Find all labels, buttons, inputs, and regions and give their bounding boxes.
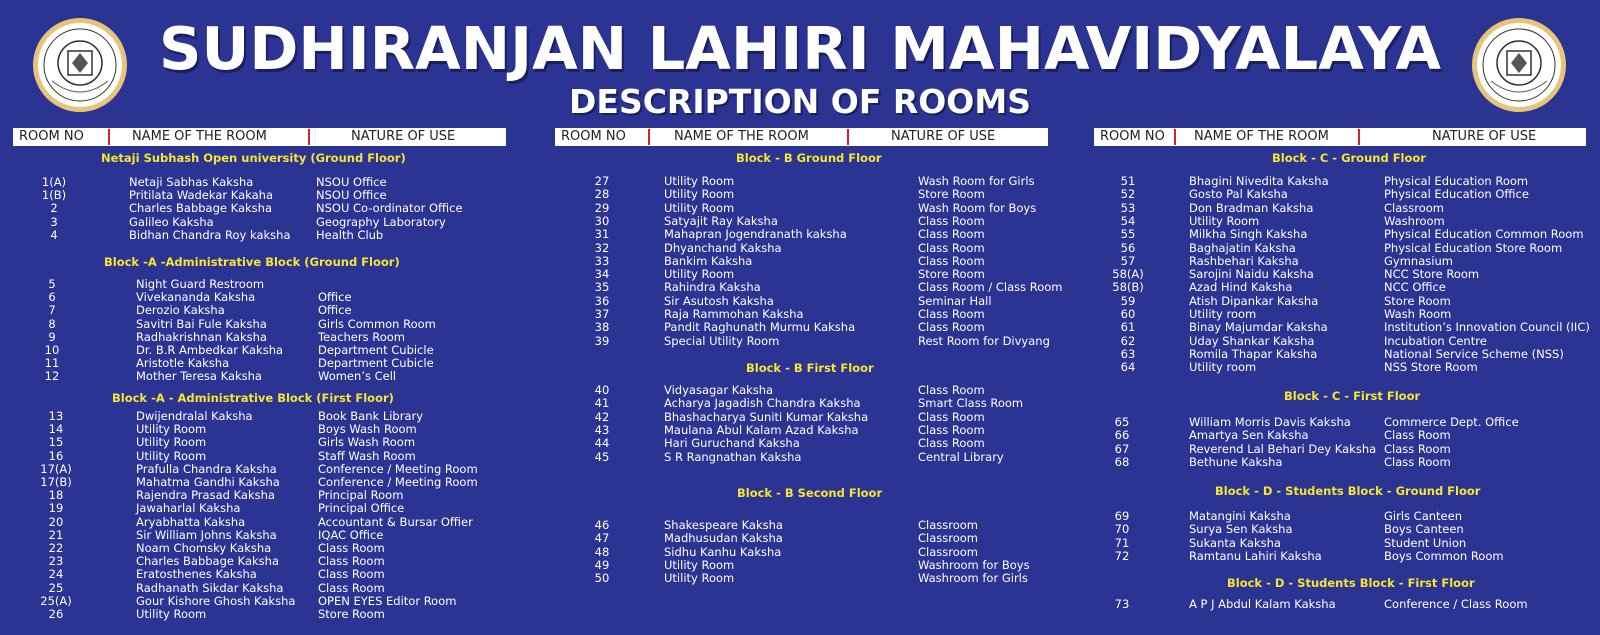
room-number: 1(A) xyxy=(41,175,67,189)
room-use: NSOU Office xyxy=(316,188,387,203)
header-room-no: ROOM NO xyxy=(1100,129,1165,144)
header-separator xyxy=(308,129,310,145)
room-use: Principal Office xyxy=(318,501,405,516)
room-number: 44 xyxy=(594,436,610,451)
room-name: Night Guard Restroom xyxy=(136,277,265,291)
room-number: 17(A) xyxy=(40,461,72,476)
section-title: Block - C - Ground Floor xyxy=(1272,151,1426,165)
room-name: Radhakrishnan Kaksha xyxy=(136,329,267,344)
room-name: Don Bradman Kaksha xyxy=(1189,200,1314,215)
room-name: Utility Room xyxy=(664,187,735,202)
section-title: Block - C - First Floor xyxy=(1284,389,1421,403)
room-number: 3 xyxy=(50,214,58,229)
room-number: 41 xyxy=(594,396,610,411)
header-separator xyxy=(1358,129,1360,145)
room-number: 19 xyxy=(48,501,64,516)
room-name: Reverend Lal Behari Dey Kaksha xyxy=(1189,441,1377,456)
room-name: Utility Room xyxy=(664,557,735,572)
room-use: Washroom xyxy=(1384,213,1445,228)
room-name: Sir Asutosh Kaksha xyxy=(664,293,774,308)
room-name: Pritilata Wadekar Kakaha xyxy=(129,188,273,203)
room-use: Health Club xyxy=(316,227,384,242)
room-name: Bhashacharya Suniti Kumar Kaksha xyxy=(664,409,869,424)
room-use: Class Room xyxy=(318,541,385,555)
room-use: Girls Common Room xyxy=(318,316,436,331)
room-name: Satyajit Ray Kaksha xyxy=(664,213,778,228)
room-use: Wash Room for Boys xyxy=(918,200,1037,215)
room-name: Hari Guruchand Kaksha xyxy=(664,436,800,451)
header-bar-2 xyxy=(555,128,1048,146)
room-number: 34 xyxy=(594,267,610,282)
room-name: Surya Sen Kaksha xyxy=(1189,522,1293,537)
room-name: Utility Room xyxy=(1189,213,1260,228)
room-number: 17(B) xyxy=(40,475,72,489)
room-number: 55 xyxy=(1120,227,1136,242)
room-use: Seminar Hall xyxy=(918,293,992,308)
room-number: 8 xyxy=(48,316,56,331)
room-use: Class Room xyxy=(918,213,985,228)
room-number: 49 xyxy=(594,557,610,572)
room-number: 48 xyxy=(594,544,610,559)
room-name: William Morris Davis Kaksha xyxy=(1189,415,1351,429)
room-use: Central Library xyxy=(918,449,1004,464)
header-name: NAME OF THE ROOM xyxy=(1194,129,1329,144)
room-use: Conference / Class Room xyxy=(1384,597,1528,611)
room-name: A P J Abdul Kalam Kaksha xyxy=(1189,597,1336,611)
section-title: Block - B First Floor xyxy=(746,361,874,375)
room-name: Utility room xyxy=(1189,307,1257,321)
room-use: Teachers Room xyxy=(318,329,406,344)
room-use: Class Room xyxy=(318,567,385,582)
room-name: Dr. B.R Ambedkar Kaksha xyxy=(136,343,284,357)
header-separator xyxy=(1174,129,1176,145)
room-use: Girls Canteen xyxy=(1384,509,1462,523)
section-title: Block - D - Students Block - Ground Floor xyxy=(1215,484,1481,498)
header-separator xyxy=(648,129,650,145)
room-number: 47 xyxy=(594,531,610,546)
page-subtitle: DESCRIPTION OF ROOMS xyxy=(569,82,1031,121)
room-name: Shakespeare Kaksha xyxy=(664,518,783,532)
room-number: 26 xyxy=(48,607,64,621)
room-name: Utility Room xyxy=(664,200,735,215)
room-name: Dwijendralal Kaksha xyxy=(136,409,253,423)
room-use: Commerce Dept. Office xyxy=(1384,415,1519,429)
room-use: Washroom for Girls xyxy=(918,571,1028,586)
room-use: OPEN EYES Editor Room xyxy=(318,593,457,608)
room-use: Geography Laboratory xyxy=(316,214,446,229)
room-name: Aristotle Kaksha xyxy=(136,356,230,371)
room-number: 6 xyxy=(48,290,56,305)
room-use: Department Cubicle xyxy=(318,356,434,371)
room-name: Romila Thapar Kaksha xyxy=(1189,346,1318,361)
header-bar-1 xyxy=(13,128,506,146)
room-name: Special Utility Room xyxy=(664,333,780,348)
room-number: 56 xyxy=(1120,240,1136,255)
room-number: 39 xyxy=(594,333,610,348)
room-number: 60 xyxy=(1120,307,1136,321)
room-name: Bankim Kaksha xyxy=(664,253,753,268)
room-number: 66 xyxy=(1114,428,1130,443)
room-name: Atish Dipankar Kaksha xyxy=(1189,293,1319,308)
room-use: Class Room xyxy=(918,422,985,437)
room-number: 2 xyxy=(50,201,58,216)
room-use: Class Room xyxy=(318,580,385,595)
room-number: 14 xyxy=(48,422,64,437)
header-separator xyxy=(108,129,110,145)
room-use: Physical Education Office xyxy=(1384,187,1529,202)
room-number: 36 xyxy=(594,293,610,308)
room-name: Dhyanchand Kaksha xyxy=(664,240,782,255)
room-number: 23 xyxy=(48,554,64,569)
room-name: Baghajatin Kaksha xyxy=(1189,240,1296,255)
room-use: Store Room xyxy=(918,267,985,282)
page-title: SUDHIRANJAN LAHIRI MAHAVIDYALAYA xyxy=(158,14,1441,83)
room-name: Charles Babbage Kaksha xyxy=(136,554,279,569)
room-number: 64 xyxy=(1120,360,1136,375)
room-number: 72 xyxy=(1114,548,1130,563)
room-name: Galileo Kaksha xyxy=(129,214,214,229)
room-use: National Service Scheme (NSS) xyxy=(1384,346,1564,361)
room-use: Classroom xyxy=(918,531,979,546)
room-name: Sir William Johns Kaksha xyxy=(136,527,277,542)
room-name: Utility Room xyxy=(664,174,735,188)
room-name: Gour Kishore Ghosh Kaksha xyxy=(136,593,296,608)
room-use: Boys Common Room xyxy=(1384,548,1504,563)
room-name: Rahindra Kaksha xyxy=(664,280,761,295)
room-name: Pandit Raghunath Murmu Kaksha xyxy=(664,320,856,335)
header-room-no: ROOM NO xyxy=(561,129,626,144)
room-number: 45 xyxy=(594,449,610,464)
room-use: Class Room xyxy=(1384,441,1451,456)
room-use: Classroom xyxy=(918,518,979,532)
room-use: Institution’s Innovation Council (IIC) xyxy=(1384,320,1590,335)
room-use: Student Union xyxy=(1384,535,1467,550)
room-use: NCC Office xyxy=(1384,280,1446,295)
room-use: Washroom for Boys xyxy=(918,557,1030,572)
room-use: Rest Room for Divyang xyxy=(918,333,1050,348)
room-number: 69 xyxy=(1114,509,1130,523)
room-use: Class Room xyxy=(1384,428,1451,443)
room-number: 54 xyxy=(1120,213,1136,228)
room-name: Utility Room xyxy=(664,571,735,586)
header-use: NATURE OF USE xyxy=(1432,129,1537,144)
room-name: Amartya Sen Kaksha xyxy=(1189,428,1309,443)
room-number: 58(A) xyxy=(1112,267,1144,282)
room-number: 29 xyxy=(594,200,610,215)
room-number: 63 xyxy=(1120,346,1136,361)
room-use: NSOU Office xyxy=(316,175,387,189)
room-number: 51 xyxy=(1120,174,1136,188)
room-use: Principal Room xyxy=(318,488,404,503)
room-number: 15 xyxy=(48,435,64,450)
header-use: NATURE OF USE xyxy=(351,129,456,144)
room-number: 10 xyxy=(44,343,60,357)
room-number: 40 xyxy=(594,383,610,397)
room-number: 20 xyxy=(48,514,64,529)
room-use: Class Room xyxy=(918,240,985,255)
room-use: Smart Class Room xyxy=(918,396,1024,411)
room-name: Acharya Jagadish Chandra Kaksha xyxy=(664,396,861,411)
room-use: Class Room / Class Room xyxy=(918,280,1063,295)
room-name: Aryabhatta Kaksha xyxy=(136,514,246,529)
header-name: NAME OF THE ROOM xyxy=(674,129,809,144)
room-number: 61 xyxy=(1120,320,1136,335)
room-number: 22 xyxy=(48,541,64,555)
room-number: 35 xyxy=(594,280,610,295)
room-number: 43 xyxy=(594,422,610,437)
room-name: Derozio Kaksha xyxy=(136,303,225,318)
header-use: NATURE OF USE xyxy=(891,129,996,144)
room-name: Utility room xyxy=(1189,360,1257,375)
room-number: 38 xyxy=(594,320,610,335)
room-use: Conference / Meeting Room xyxy=(318,475,478,489)
room-number: 42 xyxy=(594,409,610,424)
room-use: IQAC Office xyxy=(318,527,384,542)
room-name: Matangini Kaksha xyxy=(1189,509,1291,523)
room-use: Gymnasium xyxy=(1384,253,1453,268)
header-room-no: ROOM NO xyxy=(19,129,84,144)
room-use: Boys Wash Room xyxy=(318,422,417,437)
room-number: 4 xyxy=(50,227,58,242)
room-name: Bethune Kaksha xyxy=(1189,454,1283,469)
room-number: 9 xyxy=(48,329,56,344)
room-number: 62 xyxy=(1120,333,1136,348)
room-number: 58(B) xyxy=(1112,280,1144,295)
room-name: Bhagini Nivedita Kaksha xyxy=(1189,174,1329,188)
room-name: Vivekananda Kaksha xyxy=(136,290,256,305)
room-name: Maulana Abul Kalam Azad Kaksha xyxy=(664,422,859,437)
room-use: Wash Room for Girls xyxy=(918,174,1035,188)
room-use: Physical Education Room xyxy=(1384,174,1529,188)
room-number: 50 xyxy=(594,571,610,586)
room-number: 52 xyxy=(1120,187,1136,202)
room-name: Mother Teresa Kaksha xyxy=(136,369,262,384)
room-name: Utility Room xyxy=(136,607,207,621)
room-use: Store Room xyxy=(318,607,385,621)
header-bar-3 xyxy=(1094,128,1586,146)
room-number: 21 xyxy=(48,527,64,542)
room-name: Uday Shankar Kaksha xyxy=(1189,333,1315,348)
room-name: Savitri Bai Fule Kaksha xyxy=(136,316,267,331)
room-number: 7 xyxy=(48,303,56,318)
room-number: 16 xyxy=(48,448,64,463)
room-use: Incubation Centre xyxy=(1384,333,1487,348)
room-name: Vidyasagar Kaksha xyxy=(664,383,774,397)
room-use: Women’s Cell xyxy=(318,369,397,384)
room-number: 57 xyxy=(1120,253,1136,268)
room-number: 59 xyxy=(1120,293,1136,308)
room-number: 68 xyxy=(1114,454,1130,469)
room-use: Boys Canteen xyxy=(1384,522,1464,537)
room-use: NSOU Co-ordinator Office xyxy=(316,201,463,216)
room-number: 37 xyxy=(594,307,610,321)
room-use: Classroom xyxy=(1384,200,1445,215)
room-use: Class Room xyxy=(1384,454,1451,469)
room-use: Conference / Meeting Room xyxy=(318,461,478,476)
room-name: Utility Room xyxy=(136,435,207,450)
room-number: 30 xyxy=(594,213,610,228)
room-name: Ramtanu Lahiri Kaksha xyxy=(1189,548,1322,563)
room-use: Class Room xyxy=(918,436,985,451)
room-name: Binay Majumdar Kaksha xyxy=(1189,320,1328,335)
room-name: Rajendra Prasad Kaksha xyxy=(136,488,275,503)
room-name: Madhusudan Kaksha xyxy=(664,531,783,546)
section-title: Block -A - Administrative Block (First Floor) xyxy=(112,391,394,405)
room-name: Eratosthenes Kaksha xyxy=(136,567,257,582)
room-name: Radhanath Sikdar Kaksha xyxy=(136,580,284,595)
room-use: Class Room xyxy=(918,253,985,268)
room-use: Classroom xyxy=(918,544,979,559)
room-name: Mahatma Gandhi Kaksha xyxy=(136,475,280,489)
room-name: Milkha Singh Kaksha xyxy=(1189,227,1308,242)
room-number: 1(B) xyxy=(41,188,67,203)
room-number: 33 xyxy=(594,253,610,268)
room-number: 13 xyxy=(48,409,64,423)
room-number: 71 xyxy=(1114,535,1130,550)
room-use: NCC Store Room xyxy=(1384,267,1480,282)
room-use: Class Room xyxy=(918,383,985,397)
room-use: Accountant & Bursar Offier xyxy=(318,514,473,529)
room-name: Raja Rammohan Kaksha xyxy=(664,307,804,321)
room-number: 31 xyxy=(594,227,610,242)
room-number: 27 xyxy=(594,174,610,188)
room-use: Class Room xyxy=(918,409,985,424)
room-use: Physical Education Store Room xyxy=(1384,240,1563,255)
room-name: Rashbehari Kaksha xyxy=(1189,253,1299,268)
room-use: Office xyxy=(318,290,352,305)
room-use: Store Room xyxy=(918,187,985,202)
room-name: Utility Room xyxy=(136,422,207,437)
room-name: Charles Babbage Kaksha xyxy=(129,201,272,216)
room-name: Azad Hind Kaksha xyxy=(1189,280,1293,295)
section-title: Block - B Ground Floor xyxy=(736,151,882,165)
room-use: Store Room xyxy=(1384,293,1451,308)
section-title: Block -A -Administrative Block (Ground Floor) xyxy=(104,255,400,269)
room-name: Sukanta Kaksha xyxy=(1189,535,1281,550)
room-use: NSS Store Room xyxy=(1384,360,1478,375)
section-title: Netaji Subhash Open university (Ground Floor) xyxy=(101,151,406,165)
room-number: 11 xyxy=(44,356,60,371)
room-name: Sarojini Naidu Kaksha xyxy=(1189,267,1314,282)
room-number: 24 xyxy=(48,567,64,582)
room-use: Staff Wash Room xyxy=(318,448,416,463)
room-number: 25 xyxy=(48,580,64,595)
room-number: 70 xyxy=(1114,522,1130,537)
room-name: Jawaharlal Kaksha xyxy=(136,501,241,516)
room-use: Wash Room xyxy=(1384,307,1452,321)
room-use: Class Room xyxy=(318,554,385,569)
header-name: NAME OF THE ROOM xyxy=(132,129,267,144)
room-name: Utility Room xyxy=(136,448,207,463)
room-use: Class Room xyxy=(918,307,985,321)
header-separator xyxy=(847,129,849,145)
room-name: Utility Room xyxy=(664,267,735,282)
room-name: Sidhu Kanhu Kaksha xyxy=(664,544,782,559)
room-number: 28 xyxy=(594,187,610,202)
room-number: 53 xyxy=(1120,200,1136,215)
room-number: 46 xyxy=(594,518,610,532)
room-number: 18 xyxy=(48,488,64,503)
room-use: Class Room xyxy=(918,227,985,242)
room-name: Netaji Sabhas Kaksha xyxy=(129,175,254,189)
room-use: Office xyxy=(318,303,352,318)
room-use: Physical Education Common Room xyxy=(1384,227,1584,242)
room-name: Noam Chomsky Kaksha xyxy=(136,541,272,555)
room-number: 12 xyxy=(44,369,60,384)
section-title: Block - D - Students Block - First Floor xyxy=(1227,576,1475,590)
room-use: Class Room xyxy=(918,320,985,335)
room-name: Mahapran Jogendranath kaksha xyxy=(664,227,847,242)
room-name: Prafulla Chandra Kaksha xyxy=(136,461,277,476)
room-use: Book Bank Library xyxy=(318,409,424,423)
room-use: Girls Wash Room xyxy=(318,435,416,450)
room-number: 32 xyxy=(594,240,610,255)
room-number: 67 xyxy=(1114,441,1130,456)
room-number: 25(A) xyxy=(40,593,72,608)
room-use: Department Cubicle xyxy=(318,343,434,357)
room-name: Bidhan Chandra Roy kaksha xyxy=(129,227,291,242)
room-name: S R Rangnathan Kaksha xyxy=(664,449,802,464)
section-title: Block - B Second Floor xyxy=(737,486,883,500)
room-number: 5 xyxy=(48,277,56,291)
room-name: Gosto Pal Kaksha xyxy=(1189,187,1288,202)
room-number: 65 xyxy=(1114,415,1130,429)
room-number: 73 xyxy=(1114,597,1130,611)
